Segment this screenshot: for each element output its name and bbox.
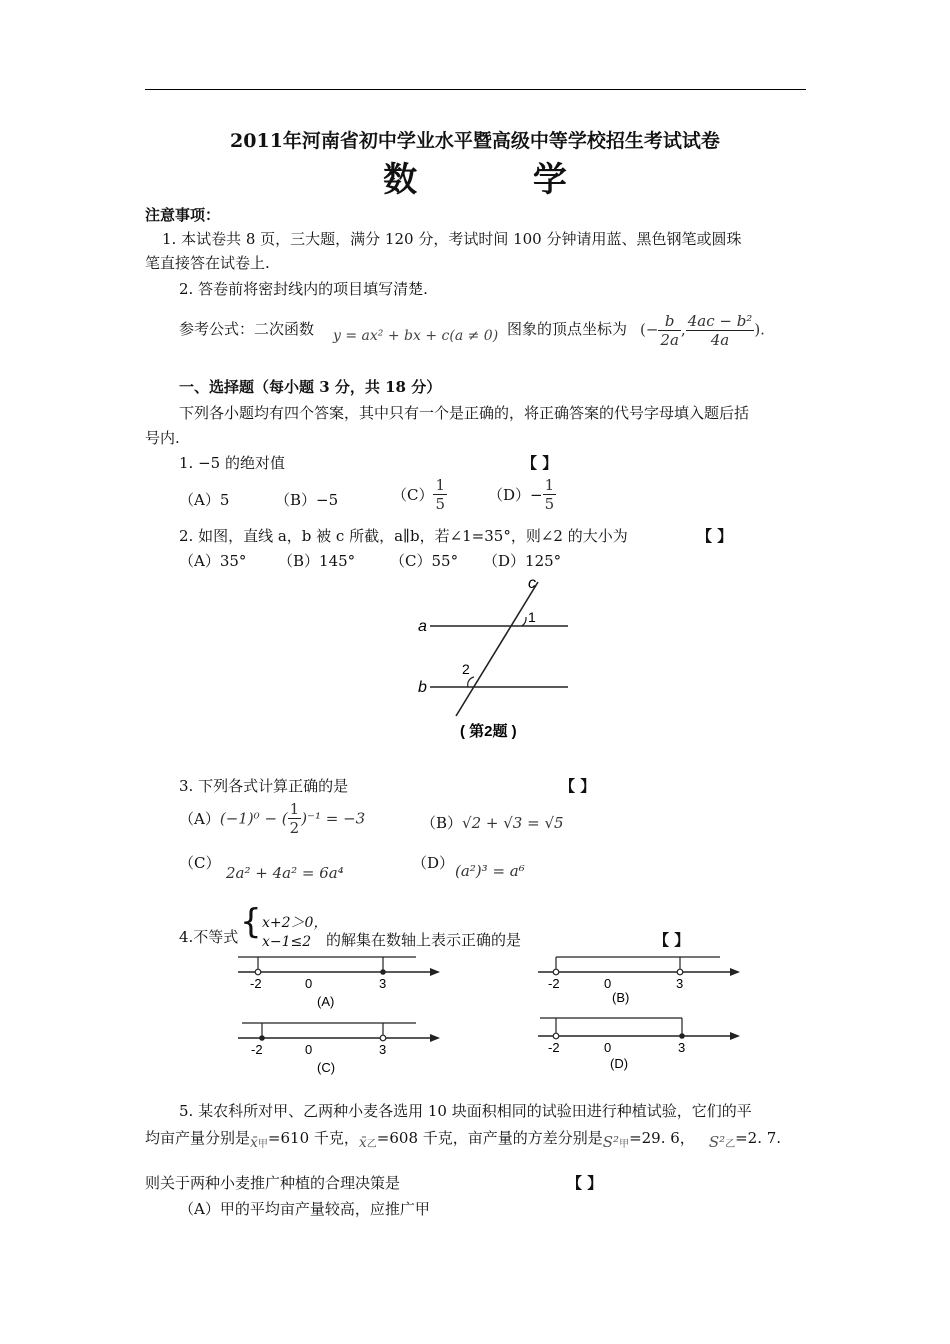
option-label: (B)	[612, 990, 630, 1005]
q5-line2: 均亩产量分别是$x̄_甲=610$ 千克，$x̄_乙=608$ 千克，亩产量的方差分别是$S^2_甲=29$. 6， $S^2_乙=2$. 7.	[145, 1129, 782, 1151]
q3-option-a: （A）(−1)⁰ − ( $\frac{1}{2}$ )⁻¹ = −3	[179, 800, 366, 837]
tick-label: 3	[676, 976, 684, 991]
q2-option-b: （B）145°	[278, 552, 356, 570]
closed-dot	[679, 1033, 685, 1039]
label-angle-2: 2	[462, 661, 470, 677]
number-line-a	[236, 952, 446, 1012]
tick-label: 0	[305, 1042, 313, 1057]
formula-prefix: 参考公式：二次函数	[179, 320, 315, 338]
q4-stem-suffix: 的解集在数轴上表示正确的是	[326, 931, 522, 949]
tick-label: -2	[548, 976, 560, 991]
open-dot	[553, 1033, 559, 1039]
number-line-b	[536, 952, 746, 1012]
label-a: a	[418, 618, 427, 635]
note-1-line2: 笔直接答在试卷上.	[145, 254, 270, 272]
number-line-d	[536, 1012, 746, 1076]
open-dot	[380, 1035, 386, 1041]
q1-option-a: （A）5	[179, 491, 230, 509]
q3-option-d-expr: (a²)³ = a⁶	[455, 862, 525, 880]
note-1-line1: 1. 本试卷共 8 页，三大题，满分 120 分，考试时间 100 分钟请用蓝、黑色钢笔或圆珠	[162, 230, 742, 248]
q3-option-c-label: （C）	[179, 854, 221, 872]
q2-answer-bracket: 【 】	[697, 527, 733, 545]
label-c: c	[528, 575, 536, 592]
figure-caption: ( 第2题 )	[460, 723, 517, 740]
tick-label: 0	[604, 1040, 612, 1055]
q2-stem: 2. 如图，直线 a，b 被 c 所截，a∥b，若∠1=35°，则∠2 的大小为	[179, 527, 628, 545]
line-c	[456, 582, 538, 716]
angle-1-arc	[522, 617, 526, 626]
angle-2-arc	[468, 677, 474, 687]
q5-answer-bracket: 【 】	[567, 1174, 603, 1192]
exam-title: 2011年河南省初中学业水平暨高级中等学校招生考试试卷	[230, 130, 720, 152]
q4-stem-prefix: 4.不等式	[179, 928, 239, 946]
q2-option-a: （A）35°	[179, 552, 247, 570]
tick-label: -2	[251, 1042, 263, 1057]
q1-answer-bracket: 【 】	[522, 454, 558, 472]
closed-dot	[259, 1035, 265, 1041]
quadratic-function: y = ax² + bx + c(a ≠ 0)	[333, 328, 499, 344]
number-line-c	[236, 1016, 446, 1076]
section-1-heading: 一、选择题（每小题 3 分，共 18 分）	[179, 378, 442, 396]
brace: {	[240, 902, 262, 942]
label-angle-1: 1	[528, 609, 536, 625]
label-b: b	[418, 679, 427, 696]
q2-option-d: （D）125°	[483, 552, 562, 570]
q5-line3: 则关于两种小麦推广种植的合理决策是	[145, 1174, 401, 1192]
q2-figure	[410, 574, 580, 746]
option-label: (C)	[317, 1060, 336, 1075]
tick-label: -2	[548, 1040, 560, 1055]
q1-option-d: （D）− $\frac{1}{5}$	[488, 476, 555, 513]
open-dot	[677, 969, 683, 975]
top-rule	[145, 89, 806, 90]
section-1-intro-line2: 号内.	[145, 429, 180, 447]
q3-option-b: （B）√2 + √3 = √5	[421, 814, 564, 832]
tick-label: 0	[604, 976, 612, 991]
option-label: (D)	[610, 1056, 629, 1071]
note-2: 2. 答卷前将密封线内的项目填写清楚.	[179, 280, 428, 298]
q3-answer-bracket: 【 】	[560, 777, 596, 795]
section-1-intro-line1: 下列各小题均有四个答案，其中只有一个是正确的，将正确答案的代号字母填入题后括	[179, 404, 750, 422]
open-dot	[553, 969, 559, 975]
formula-mid: 图象的顶点坐标为	[507, 320, 628, 338]
tick-label: 0	[305, 976, 313, 991]
q4-inequality-2: x−1≤2	[262, 934, 312, 950]
notes-heading: 注意事项：	[145, 206, 221, 224]
q1-option-b: （B）−5	[275, 491, 339, 509]
q1-option-c: （C） $\frac{1}{5}$	[392, 476, 446, 513]
tick-label: 3	[379, 976, 387, 991]
tick-label: -2	[250, 976, 262, 991]
tick-label: 3	[379, 1042, 387, 1057]
q2-option-c: （C）55°	[390, 552, 459, 570]
option-label: (A)	[317, 994, 335, 1009]
open-dot	[255, 969, 261, 975]
q4-inequality-1: x+2＞0，	[262, 915, 328, 931]
q3-option-c-expr: 2a² + 4a² = 6a⁴	[226, 864, 344, 882]
q1-stem: 1. −5 的绝对值	[179, 454, 285, 472]
q5-line1: 5. 某农科所对甲、乙两种小麦各选用 10 块面积相同的试验田进行种植试验，它们的平	[179, 1102, 752, 1120]
q5-option-a: （A）甲的平均亩产量较高，应推广甲	[179, 1200, 430, 1218]
vertex-formula: (− $\frac{b}{2a}$ , $\frac{\text{4ac − b²}}{4a}$ ).	[640, 312, 765, 349]
subject-title: 数 学	[383, 160, 619, 200]
closed-dot	[380, 969, 386, 975]
q4-answer-bracket: 【 】	[654, 931, 690, 949]
q3-stem: 3. 下列各式计算正确的是	[179, 777, 349, 795]
q3-option-d-label: （D）	[412, 854, 455, 872]
tick-label: 3	[678, 1040, 686, 1055]
